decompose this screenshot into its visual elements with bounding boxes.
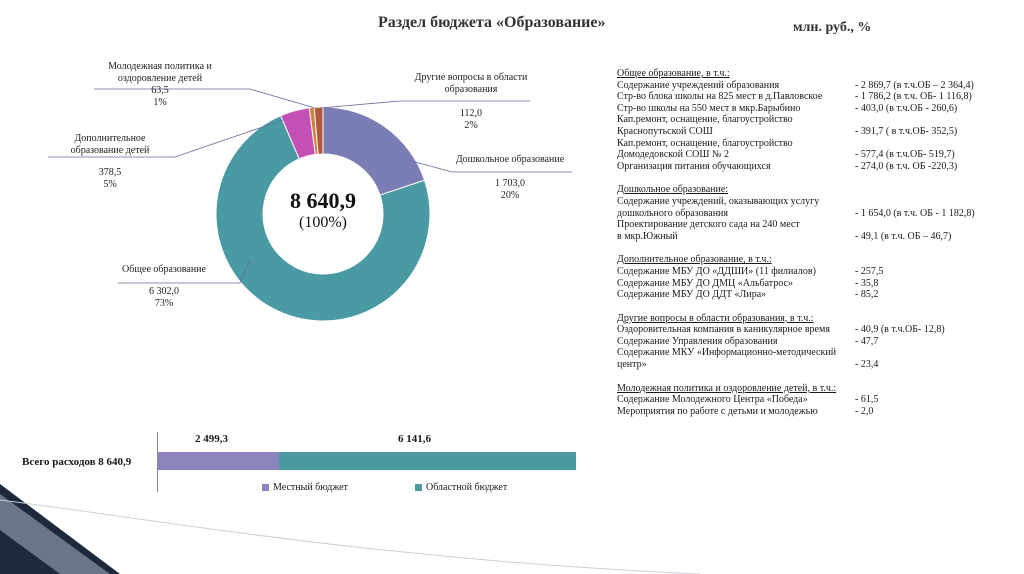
details-section xyxy=(617,383,1017,418)
details-row xyxy=(617,80,1017,92)
details-row-value: - 577,4 (в т.ч.ОБ- 519,7) xyxy=(855,149,955,161)
label-general-name: Общее образование xyxy=(122,264,206,275)
details-section xyxy=(617,254,1017,300)
details-row xyxy=(617,208,1017,220)
details-row-value: - 403,0 (в т.ч.ОБ - 260,6) xyxy=(855,102,958,114)
details-row-text: Содержание Управления образования xyxy=(617,335,778,347)
details-row-text: Кап.ремонт, оснащение, благоустройство xyxy=(617,114,793,126)
details-row-text: Домодедовской СОШ № 2 xyxy=(617,149,729,161)
details-row xyxy=(617,289,1017,301)
details-row xyxy=(617,126,1017,138)
label-additional xyxy=(60,133,160,191)
label-general-value: 6 302,0 xyxy=(149,286,179,297)
stacked-bar xyxy=(158,452,576,470)
units-label: млн. руб., % xyxy=(793,20,872,35)
details-row-text: Оздоровительная компания в каникулярное время xyxy=(617,324,830,336)
details-row-text: Содержание МБУ ДО ДДТ «Лира» xyxy=(617,289,767,301)
details-row-value: - 274,0 (в т.ч. ОБ -220,3) xyxy=(855,160,958,172)
details-row-value: - 391,7 ( в т.ч.ОБ- 352,5) xyxy=(855,125,958,137)
details-row-text: Краснопутьской СОШ xyxy=(617,125,713,137)
details-row xyxy=(617,161,1017,173)
details-row-text: Содержание Молодежного Центра «Победа» xyxy=(617,394,808,406)
details-row-text: Содержание МБУ ДО ДМЦ «Альбатрос» xyxy=(617,277,793,289)
label-other-name: Другие вопросы в области образования xyxy=(414,72,528,95)
details-row-value: - 40,9 (в т.ч.ОБ- 12,8) xyxy=(855,324,945,336)
details-section xyxy=(617,313,1017,371)
details-row-text: Содержание учреждений образования xyxy=(617,79,780,91)
details-row-text: Мероприятия по работе с детьми и молодежью xyxy=(617,405,818,417)
page-title: Раздел бюджета «Образование» xyxy=(378,14,606,31)
details-section-heading: Молодежная политика и оздоровление детей, в т.ч.: xyxy=(617,382,837,394)
details-row xyxy=(617,103,1017,115)
label-other-percent: 2% xyxy=(464,120,478,131)
legend-regional-swatch xyxy=(415,484,422,491)
details-row xyxy=(617,231,1017,243)
details-row-value: - 47,7 xyxy=(855,335,879,347)
label-additional-value: 378,5 xyxy=(98,167,122,178)
donut-center-percent: (100%) xyxy=(299,214,347,231)
bar-segment-local xyxy=(158,452,279,470)
bar-value-regional: 6 141,6 xyxy=(398,433,431,445)
donut-center-text xyxy=(263,188,383,232)
details-row xyxy=(617,278,1017,290)
label-other-value: 112,0 xyxy=(459,108,483,119)
legend-regional xyxy=(415,482,507,493)
details-section-heading: Другие вопросы в области образования, в т.ч.: xyxy=(617,312,814,324)
label-youth-name: Молодежная политика и оздоровление детей xyxy=(108,61,212,84)
label-youth-percent: 1% xyxy=(153,97,167,108)
details-row xyxy=(617,347,1017,359)
details-row-value: - 35,8 xyxy=(855,277,879,289)
legend-local-text: Местный бюджет xyxy=(273,482,348,493)
bar-category-label: Всего расходов 8 640,9 xyxy=(22,456,132,468)
label-general xyxy=(118,264,210,310)
details-row-value: - 1 654,0 (в т.ч. ОБ - 1 182,8) xyxy=(855,207,975,219)
details-row-text: Организация питания обучающихся xyxy=(617,160,771,172)
bar-value-local: 2 499,3 xyxy=(195,433,228,445)
details-row xyxy=(617,406,1017,418)
details-row xyxy=(617,324,1017,336)
details-row xyxy=(617,114,1017,126)
details-row xyxy=(617,196,1017,208)
details-row-text: Содержание МКУ «Информационно-методический xyxy=(617,347,837,359)
details-row-value: - 2 869,7 (в т.ч.ОБ – 2 364,4) xyxy=(855,79,974,91)
details-row xyxy=(617,394,1017,406)
donut-center-value: 8 640,9 xyxy=(290,188,356,213)
details-row-text: Содержание учреждений, оказывающих услугу xyxy=(617,195,820,207)
details-row-value: - 1 786,2 (в т.ч. ОБ- 1 116,8) xyxy=(855,91,972,103)
label-youth-value: 63,5 xyxy=(151,85,169,96)
details-row xyxy=(617,219,1017,231)
details-section-heading: Общее образование, в т.ч.: xyxy=(617,68,730,79)
label-other xyxy=(407,72,535,132)
details-panel xyxy=(617,68,1017,429)
legend-local-swatch xyxy=(262,484,269,491)
label-additional-percent: 5% xyxy=(103,179,117,190)
details-row-value: - 23,4 xyxy=(855,359,879,371)
details-row-value: - 61,5 xyxy=(855,394,879,406)
details-section-heading: Дополнительное образование, в т.ч.: xyxy=(617,254,772,266)
label-preschool-name: Дошкольное образование xyxy=(455,154,565,165)
legend-local xyxy=(262,482,348,493)
details-row xyxy=(617,149,1017,161)
details-row xyxy=(617,336,1017,348)
details-row-text: Стр-во школы на 550 мест в мкр.Барыбино xyxy=(617,102,801,114)
details-row-value: - 85,2 xyxy=(855,289,879,301)
details-row-text: Кап.ремонт, оснащение, благоустройство xyxy=(617,137,793,149)
label-additional-name: Дополнительное образование детей xyxy=(70,133,150,156)
details-row-text: дошкольного образования xyxy=(617,207,729,219)
label-general-percent: 73% xyxy=(154,298,174,309)
label-preschool-value: 1 703,0 xyxy=(495,178,525,189)
legend-regional-text: Областной бюджет xyxy=(426,482,508,493)
details-row-value: - 257,5 xyxy=(855,265,884,277)
label-preschool xyxy=(448,154,572,202)
details-row-value: - 2,0 xyxy=(855,405,874,417)
label-preschool-percent: 20% xyxy=(500,190,520,201)
details-row xyxy=(617,359,1017,371)
details-section xyxy=(617,68,1017,172)
details-row-text: Содержание МБУ ДО «ДДШИ» (11 филиалов) xyxy=(617,265,816,277)
details-row-text: Проектирование детского сада на 240 мест xyxy=(617,219,800,231)
details-section-heading: Дошкольное образование: xyxy=(617,184,729,196)
details-row-value: - 49,1 (в т.ч. ОБ – 46,7) xyxy=(855,230,952,242)
details-row-text: Стр-во блока школы на 825 мест в д.Павловское xyxy=(617,91,823,103)
details-row-text: центр» xyxy=(617,359,647,371)
details-row xyxy=(617,266,1017,278)
details-section xyxy=(617,184,1017,242)
label-youth xyxy=(98,61,222,109)
details-row xyxy=(617,138,1017,150)
details-row-text: в мкр.Южный xyxy=(617,230,678,242)
details-row xyxy=(617,91,1017,103)
bar-segment-regional xyxy=(279,452,576,470)
